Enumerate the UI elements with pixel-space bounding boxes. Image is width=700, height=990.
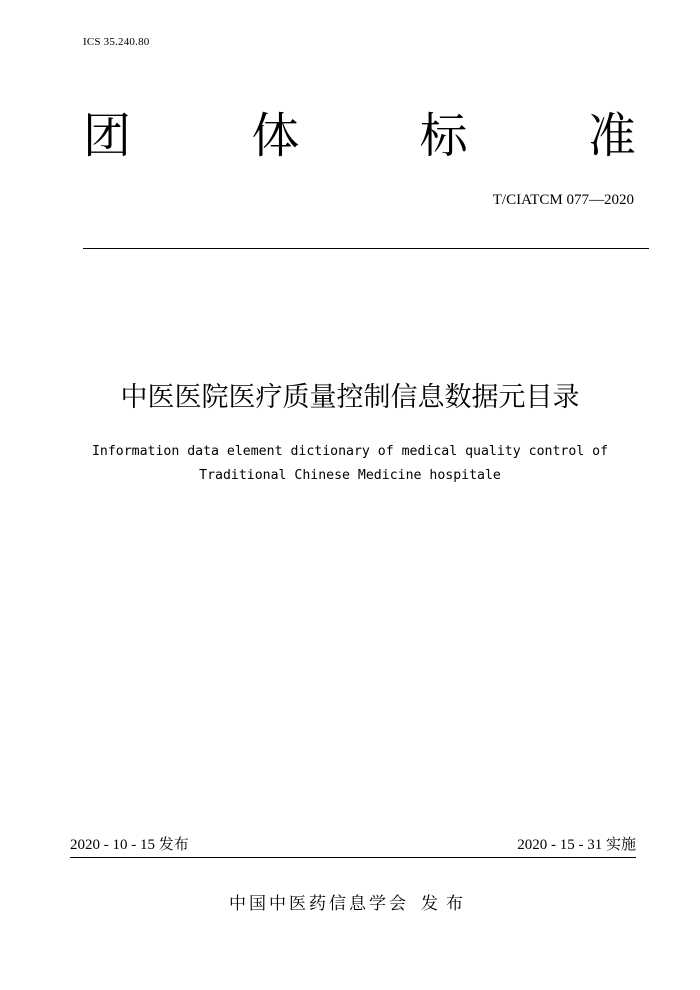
standard-type-char: 准 xyxy=(587,108,636,164)
standard-type-heading xyxy=(83,106,636,166)
english-title-line-1: Information data element dictionary of medical quality control of xyxy=(91,444,609,459)
standard-type-char: 体 xyxy=(251,108,300,164)
standard-code: T/CIATCM 077—2020 xyxy=(492,192,634,208)
standard-type-char: 团 xyxy=(83,108,132,164)
date-row xyxy=(70,834,636,856)
english-title xyxy=(70,440,630,488)
footer-divider xyxy=(70,857,636,858)
publisher-line xyxy=(0,891,700,917)
ics-code: ICS 35.240.80 xyxy=(83,36,150,48)
chinese-title: 中医医院医疗质量控制信息数据元目录 xyxy=(120,382,580,413)
standard-type-char: 标 xyxy=(419,108,468,164)
publisher-action: 发布 xyxy=(421,894,471,914)
english-title-line-2: Traditional Chinese Medicine hospitale xyxy=(199,468,501,483)
issue-date: 2020 - 10 - 15 发布 xyxy=(70,837,189,853)
implementation-date: 2020 - 15 - 31 实施 xyxy=(517,837,636,853)
header-divider xyxy=(83,248,649,249)
publisher-name: 中国中医药信息学会 xyxy=(229,894,409,914)
